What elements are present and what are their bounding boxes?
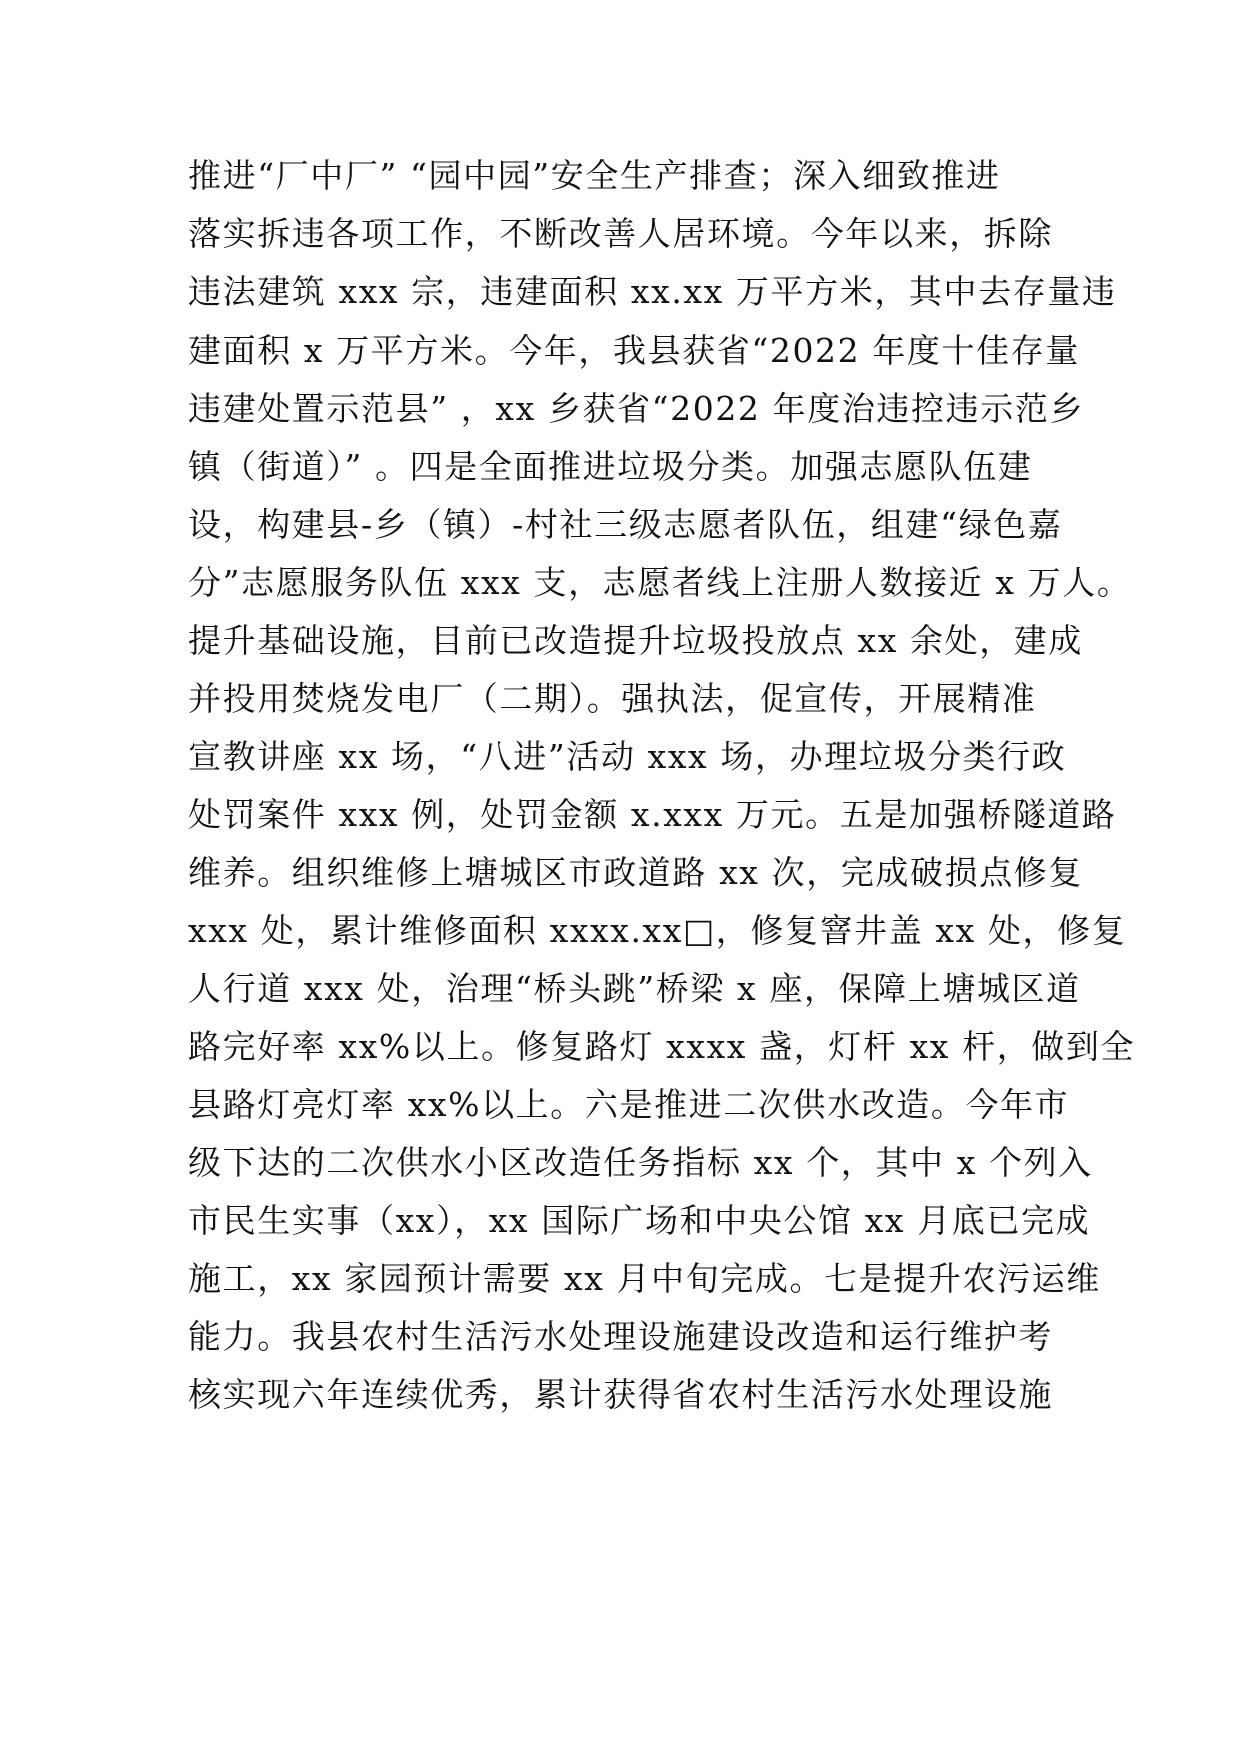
text-line: 能力。我县农村生活污水处理设施建设改造和运行维护考 (188, 1317, 1053, 1356)
text-line: 级下达的二次供水小区改造任务指标 xx 个，其中 x 个列入 (188, 1143, 1093, 1182)
text-line: 镇（街道）” 。四是全面推进垃圾分类。加强志愿队伍建 (188, 447, 1033, 486)
text-line: 处罚案件 xxx 例，处罚金额 x.xxx 万元。五是加强桥隧道路 (188, 795, 1117, 834)
text-line: 违建处置示范县” ，xx 乡获省“2022 年度治违控违示范乡 (188, 389, 1085, 428)
text-line: 分”志愿服务队伍 xxx 支，志愿者线上注册人数接近 x 万人。 (188, 563, 1132, 602)
text-line: 推进“厂中厂” “园中园”安全生产排查；深入细致推进 (188, 156, 1001, 195)
text-line: 宣教讲座 xx 场，“八进”活动 xxx 场，办理垃圾分类行政 (188, 737, 1067, 776)
text-line: 施工，xx 家园预计需要 xx 月中旬完成。七是提升农污运维 (188, 1259, 1101, 1298)
text-line: 县路灯亮灯率 xx%以上。六是推进二次供水改造。今年市 (188, 1085, 1070, 1124)
text-line: 并投用焚烧发电厂（二期）。强执法，促宣传，开展精准 (188, 679, 1037, 718)
text-line: 提升基础设施，目前已改造提升垃圾投放点 xx 余处，建成 (188, 621, 1084, 660)
text-line: 路完好率 xx%以上。修复路灯 xxxx 盏，灯杆 xx 杆，做到全 (188, 1027, 1136, 1066)
text-line: 建面积 x 万平方米。今年，我县获省“2022 年度十佳存量 (188, 331, 1080, 370)
text-line: 违法建筑 xxx 宗，违建面积 xx.xx 万平方米，其中去存量违 (188, 272, 1117, 311)
text-line: 设，构建县-乡（镇）-村社三级志愿者队伍，组建“绿色嘉 (188, 505, 1063, 544)
text-line: xxx 处，累计维修面积 xxxx.xx□，修复窨井盖 xx 处，修复 (188, 911, 1127, 950)
text-line: 维养。组织维修上塘城区市政道路 xx 次，完成破损点修复 (188, 853, 1084, 892)
text-line: 人行道 xxx 处，治理“桥头跳”桥梁 x 座，保障上塘城区道 (188, 969, 1081, 1008)
text-line: 市民生实事（xx），xx 国际广场和中央公馆 xx 月底已完成 (188, 1201, 1091, 1240)
text-line: 落实拆违各项工作，不断改善人居环境。今年以来，拆除 (188, 214, 1053, 253)
text-line: 核实现六年连续优秀，累计获得省农村生活污水处理设施 (188, 1375, 1053, 1414)
